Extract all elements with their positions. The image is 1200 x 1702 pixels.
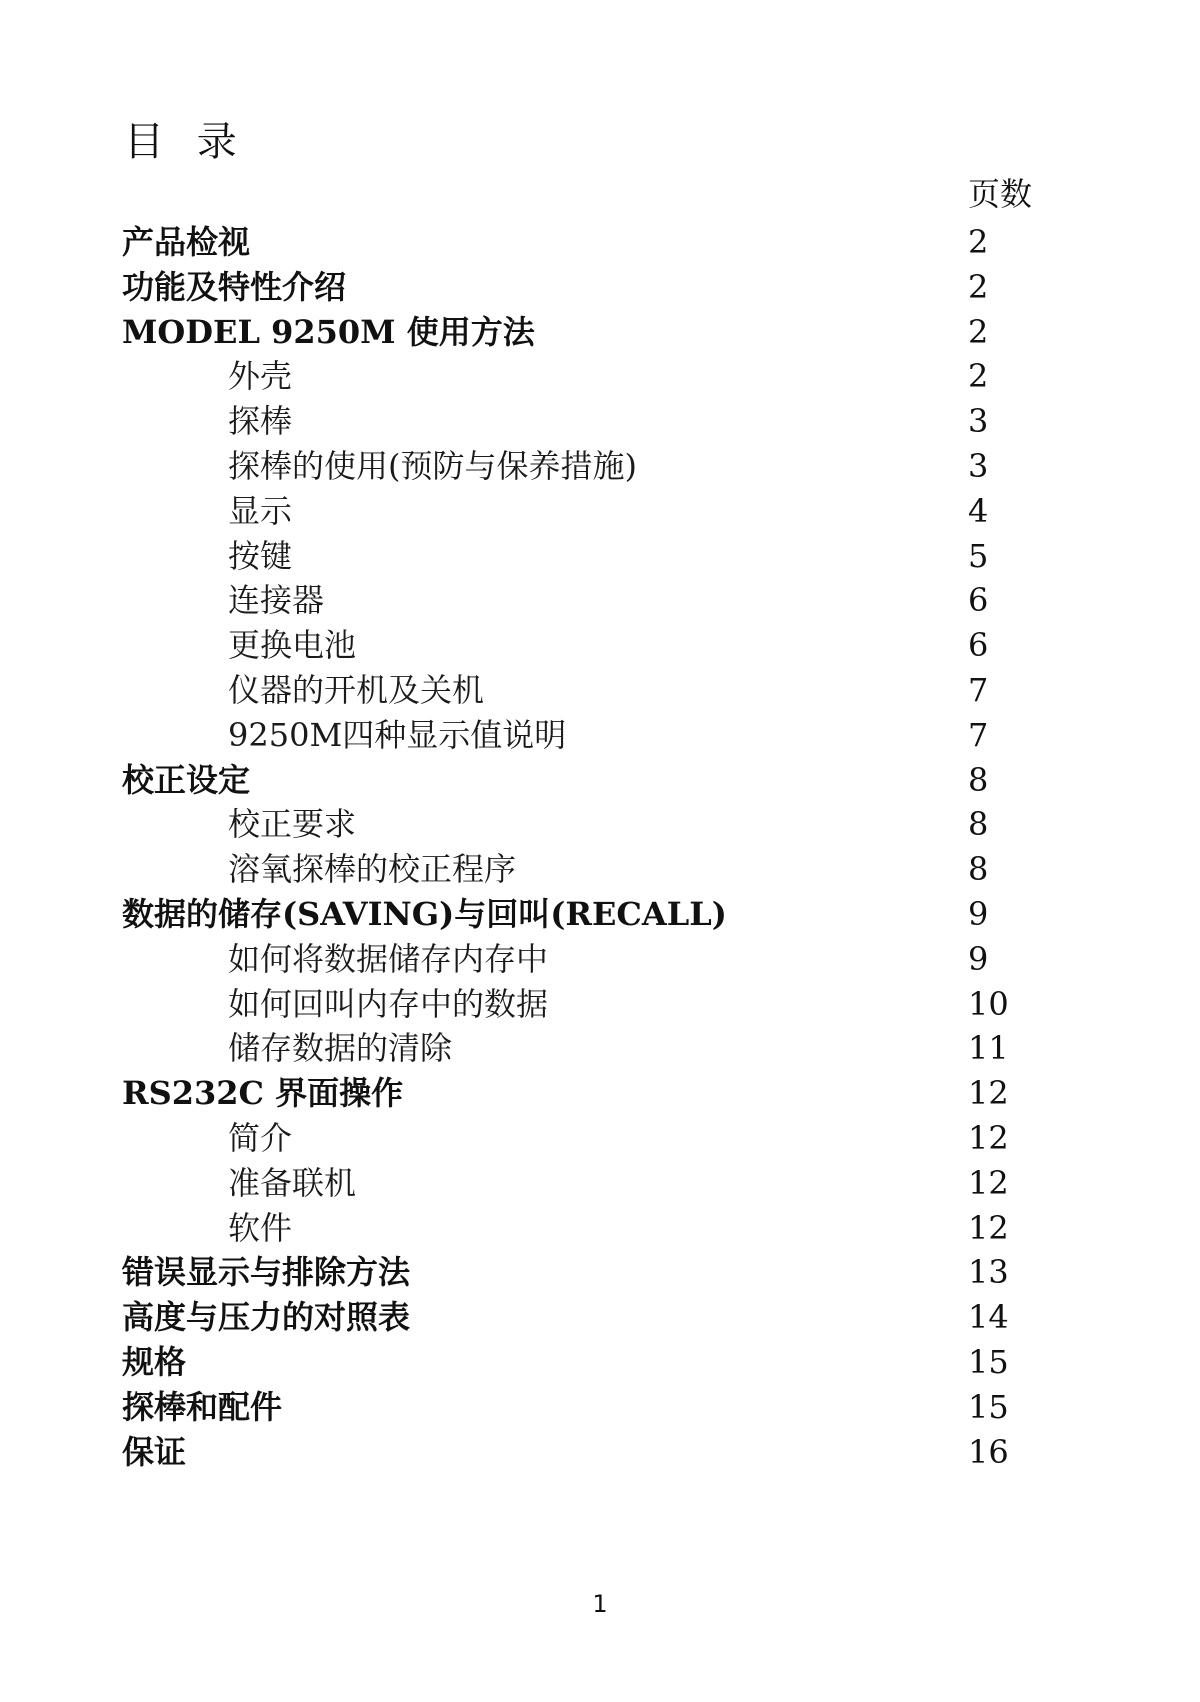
toc-entry-subsection[interactable]	[0, 488, 1200, 533]
toc-entry-subsection[interactable]	[0, 398, 1200, 443]
toc-entry-label: 连接器	[228, 581, 325, 620]
toc-entry-subsection[interactable]	[0, 1115, 1200, 1160]
toc-entry-page: 4	[968, 491, 989, 530]
toc-entry-label: 探棒	[228, 402, 293, 441]
toc-title: 目 录	[124, 119, 247, 165]
toc-entry-label: 软件	[228, 1208, 293, 1247]
toc-entry-page: 12	[968, 1074, 1009, 1113]
toc-entry-page: 2	[968, 267, 989, 306]
toc-entry-section[interactable]	[0, 1294, 1200, 1339]
toc-entry-subsection[interactable]	[0, 1025, 1200, 1070]
toc-entry-page: 15	[968, 1342, 1009, 1381]
toc-entry-page: 6	[968, 626, 989, 665]
toc-entry-page: 14	[968, 1298, 1009, 1337]
toc-entry-subsection[interactable]	[0, 981, 1200, 1026]
toc-entry-label: 错误显示与排除方法	[122, 1253, 411, 1292]
toc-entry-page: 3	[968, 402, 989, 441]
toc-entry-page: 3	[968, 446, 989, 485]
toc-entry-label: 溶氧探棒的校正程序	[228, 850, 517, 889]
toc-entry-section[interactable]	[0, 1070, 1200, 1115]
toc-entry-page: 9	[968, 894, 989, 933]
toc-entry-page: 12	[968, 1163, 1009, 1202]
toc-entry-subsection[interactable]	[0, 577, 1200, 622]
toc-entry-label: 探棒的使用(预防与保养措施)	[228, 446, 637, 485]
toc-entry-page: 2	[968, 223, 989, 261]
toc-entry-label: 保证	[122, 1432, 187, 1471]
toc-entry-page: 9	[968, 939, 989, 978]
toc-entry-label: 仪器的开机及关机	[228, 670, 485, 709]
toc-entry-subsection[interactable]	[0, 443, 1200, 488]
toc-entry-page: 8	[968, 760, 989, 799]
toc-entry-section[interactable]	[0, 891, 1200, 936]
toc-entry-page: 8	[968, 805, 989, 844]
toc-entry-subsection[interactable]	[0, 712, 1200, 757]
toc-entry-label: 校正要求	[228, 805, 357, 844]
toc-entry-label: RS232C 界面操作	[122, 1074, 404, 1113]
toc-entry-page: 8	[968, 850, 989, 889]
toc-entry-label: 校正设定	[122, 760, 251, 799]
toc-entry-label: 高度与压力的对照表	[122, 1298, 411, 1337]
toc-entry-page: 13	[968, 1253, 1009, 1292]
toc-entry-page: 12	[968, 1118, 1009, 1157]
toc-entry-label: 如何回叫内存中的数据	[228, 984, 549, 1023]
toc-entry-section[interactable]	[0, 757, 1200, 802]
toc-entry-section[interactable]	[0, 309, 1200, 354]
toc-entry-page: 2	[968, 312, 989, 351]
toc-entry-page: 12	[968, 1208, 1009, 1247]
toc-entry-subsection[interactable]	[0, 353, 1200, 398]
toc-entry-subsection[interactable]	[0, 533, 1200, 578]
toc-entry-section[interactable]	[0, 1249, 1200, 1294]
toc-entry-subsection[interactable]	[0, 936, 1200, 981]
toc-entry-section[interactable]	[0, 1384, 1200, 1429]
toc-list	[0, 219, 1200, 1473]
toc-entry-section[interactable]	[0, 219, 1200, 264]
toc-entry-page: 11	[968, 1029, 1009, 1068]
toc-entry-label: 9250M四种显示值说明	[228, 715, 567, 754]
toc-entry-label: 显示	[228, 491, 293, 530]
toc-entry-page: 7	[968, 715, 989, 754]
toc-entry-page: 10	[968, 984, 1009, 1023]
toc-entry-label: MODEL 9250M 使用方法	[122, 312, 535, 351]
toc-entry-subsection[interactable]	[0, 1160, 1200, 1205]
toc-entry-label: 准备联机	[228, 1163, 357, 1202]
toc-entry-page: 15	[968, 1387, 1009, 1426]
toc-entry-subsection[interactable]	[0, 1205, 1200, 1250]
toc-entry-page: 2	[968, 357, 989, 396]
toc-entry-label: 探棒和配件	[122, 1387, 283, 1426]
toc-entry-label: 产品检视	[122, 223, 251, 261]
toc-entry-label: 按键	[228, 536, 293, 575]
toc-entry-section[interactable]	[0, 264, 1200, 309]
footer-page-number: 1	[592, 1590, 608, 1618]
toc-entry-section[interactable]	[0, 1339, 1200, 1384]
toc-entry-subsection[interactable]	[0, 801, 1200, 846]
toc-entry-label: 功能及特性介绍	[122, 267, 347, 306]
toc-entry-subsection[interactable]	[0, 846, 1200, 891]
toc-entry-label: 数据的储存(SAVING)与回叫(RECALL)	[122, 894, 727, 933]
toc-entry-page: 16	[968, 1432, 1009, 1471]
toc-entry-page: 7	[968, 670, 989, 709]
toc-entry-label: 储存数据的清除	[228, 1029, 453, 1068]
toc-entry-label: 更换电池	[228, 626, 357, 665]
toc-entry-subsection[interactable]	[0, 667, 1200, 712]
toc-entry-label: 外壳	[228, 357, 293, 396]
toc-entry-label: 如何将数据储存内存中	[228, 939, 549, 978]
toc-entry-label: 简介	[228, 1118, 293, 1157]
toc-entry-label: 规格	[122, 1342, 187, 1381]
toc-entry-subsection[interactable]	[0, 622, 1200, 667]
toc-entry-page: 5	[968, 536, 989, 575]
toc-entry-section[interactable]	[0, 1429, 1200, 1474]
toc-entry-page: 6	[968, 581, 989, 620]
page-column-header: 页数	[968, 175, 1033, 213]
